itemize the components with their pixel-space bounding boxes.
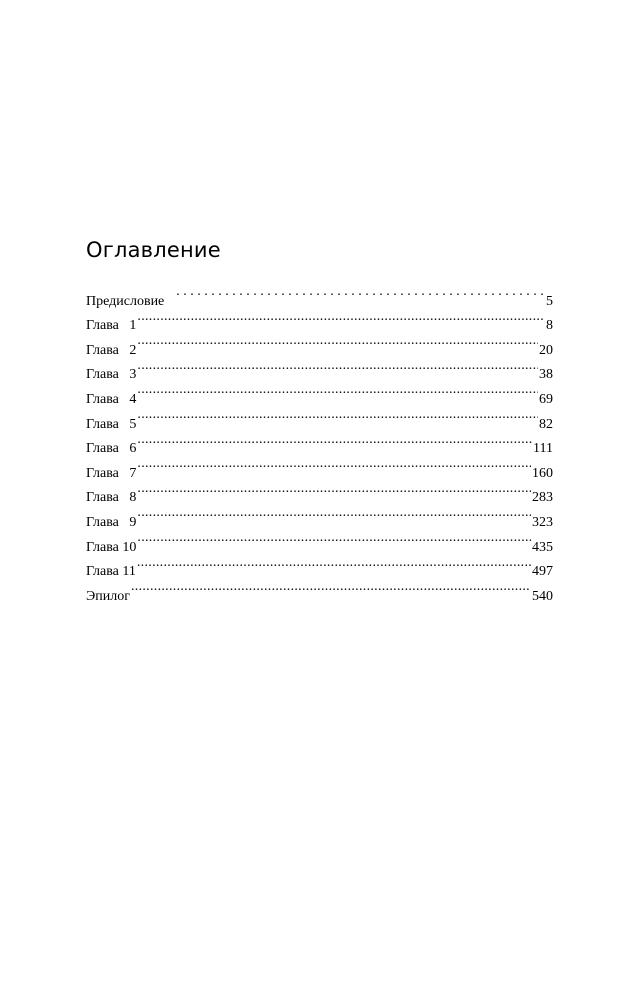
- toc-entry-page: 20: [539, 342, 553, 358]
- toc-dot-leader: [137, 452, 531, 477]
- toc-entry-title: Эпилог: [86, 588, 130, 604]
- toc-entry-title: Глава 8: [86, 490, 137, 506]
- toc-dot-leader: [137, 501, 531, 526]
- toc-entry-page: 540: [532, 588, 553, 604]
- toc-entry-title: Глава 6: [86, 441, 137, 457]
- toc-entry-chapter-8: [86, 477, 553, 506]
- toc-dot-leader: [137, 526, 531, 551]
- toc-entry-page: 69: [539, 391, 553, 407]
- toc-entry-page: 435: [532, 539, 553, 555]
- toc-entry-title: Глава 1: [86, 318, 137, 334]
- toc-dot-leader: [176, 280, 545, 305]
- toc-dot-leader: [137, 305, 545, 330]
- toc-entry-chapter-2: [86, 329, 553, 358]
- toc-entry-page: 283: [532, 490, 553, 506]
- toc-entry-page: 8: [546, 318, 553, 334]
- toc-entry-title: Глава 3: [86, 367, 137, 383]
- toc-dot-leader: [137, 403, 538, 428]
- toc-entry-title: Глава 7: [86, 465, 137, 481]
- toc-entry-page: 323: [532, 514, 553, 530]
- toc-heading: Оглавление: [86, 238, 221, 262]
- toc-entry-page: 82: [539, 416, 553, 432]
- toc-entry-chapter-1: [86, 305, 553, 334]
- toc-entry-preface: [86, 280, 553, 309]
- toc-entry-title: Предисловие: [86, 293, 165, 309]
- toc-entry-title: Глава 9: [86, 514, 137, 530]
- toc-entry-chapter-5: [86, 403, 553, 432]
- toc-entry-title: Глава 5: [86, 416, 137, 432]
- toc-entry-chapter-9: [86, 501, 553, 530]
- toc-entry-chapter-7: [86, 452, 553, 481]
- toc-entry-chapter-4: [86, 378, 553, 407]
- toc-entry-title: Глава 4: [86, 391, 137, 407]
- toc-dot-leader: [137, 354, 538, 379]
- toc-entry-page: 38: [539, 367, 553, 383]
- toc-entry-page: 497: [532, 564, 553, 580]
- toc-entry-title: Глава 2: [86, 342, 137, 358]
- toc-entry-chapter-10: [86, 526, 553, 555]
- toc-entry-title: Глава 10: [86, 539, 137, 555]
- toc-dot-leader: [137, 329, 538, 354]
- toc-entry-chapter-3: [86, 354, 553, 383]
- toc-entry-page: 160: [532, 465, 553, 481]
- toc-entry-chapter-6: [86, 428, 553, 457]
- toc-dot-leader: [131, 575, 531, 600]
- toc-dot-leader: [137, 477, 531, 502]
- toc-dot-leader: [137, 378, 538, 403]
- toc-entry-page: 111: [533, 441, 553, 457]
- toc-entry-epilogue: [86, 575, 553, 604]
- toc-entry-title: Глава 11: [86, 564, 136, 580]
- toc-dot-leader: [137, 428, 532, 453]
- table-of-contents: [86, 280, 553, 604]
- toc-entry-chapter-11: [86, 551, 553, 580]
- toc-dot-leader: [137, 551, 531, 576]
- toc-entry-page: 5: [546, 293, 553, 309]
